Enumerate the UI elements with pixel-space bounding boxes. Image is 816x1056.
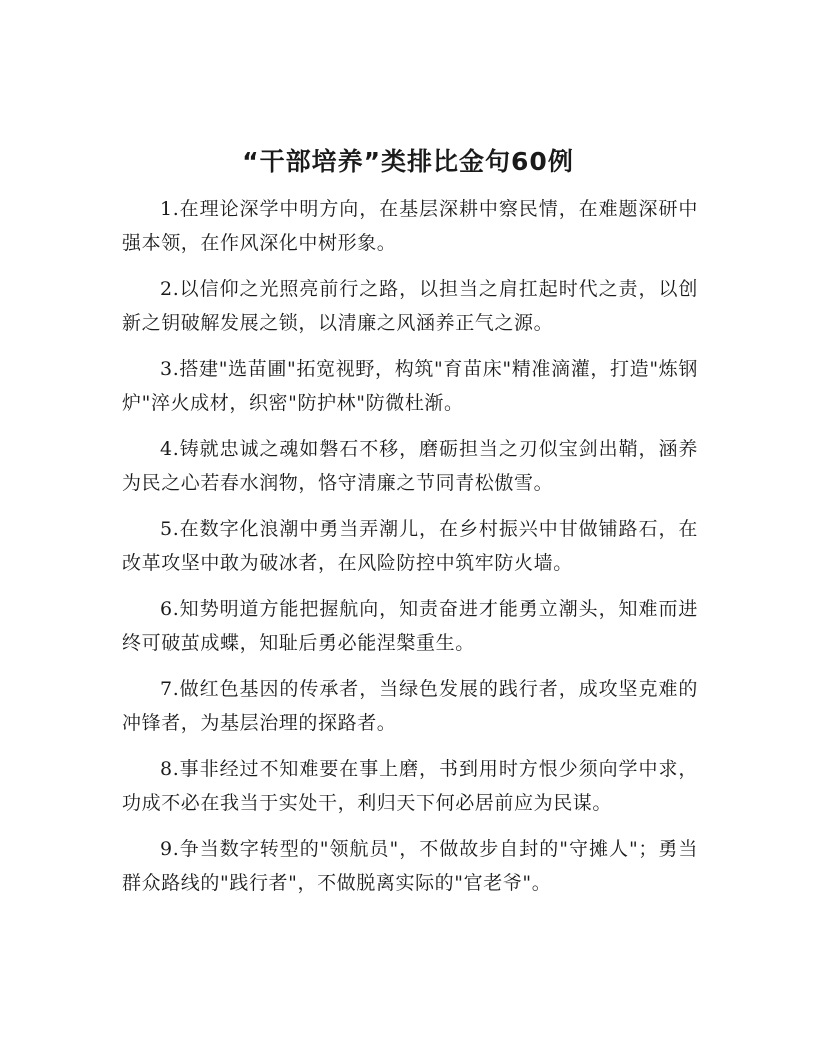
paragraph-7: 7.做红色基因的传承者，当绿色发展的践行者，成攻坚克难的冲锋者，为基层治理的探路者。	[122, 678, 698, 734]
paragraph-5: 5.在数字化浪潮中勇当弄潮儿，在乡村振兴中甘做铺路石，在改革攻坚中敢为破冰者，在风险防控中筑牢防火墙。	[122, 518, 698, 574]
paragraph-3: 3.搭建"选苗圃"拓宽视野，构筑"育苗床"精准滴灌，打造"炼钢炉"淬火成材，织密"防护林"防微杜渐。	[122, 358, 698, 414]
document-title: “干部培养”类排比金句60例	[242, 147, 574, 176]
paragraph-4: 4.铸就忠诚之魂如磐石不移，磨砺担当之刃似宝剑出鞘，涵养为民之心若春水润物，恪守清廉之节同青松傲雪。	[122, 438, 698, 494]
paragraph-2: 2.以信仰之光照亮前行之路，以担当之肩扛起时代之责，以创新之钥破解发展之锁，以清廉之风涵养正气之源。	[122, 278, 698, 334]
paragraph-8: 8.事非经过不知难要在事上磨，书到用时方恨少须向学中求，功成不必在我当于实处干，利归天下何必居前应为民谋。	[122, 758, 698, 814]
document-body	[122, 192, 698, 912]
paragraph-1: 1.在理论深学中明方向，在基层深耕中察民情，在难题深研中强本领，在作风深化中树形象。	[122, 198, 698, 254]
paragraph-9: 9.争当数字转型的"领航员"，不做故步自封的"守摊人"；勇当群众路线的"践行者"，不做脱离实际的"官老爷"。	[122, 838, 698, 894]
paragraph-6: 6.知势明道方能把握航向，知责奋进才能勇立潮头，知难而进终可破茧成蝶，知耻后勇必能涅槃重生。	[122, 598, 698, 654]
